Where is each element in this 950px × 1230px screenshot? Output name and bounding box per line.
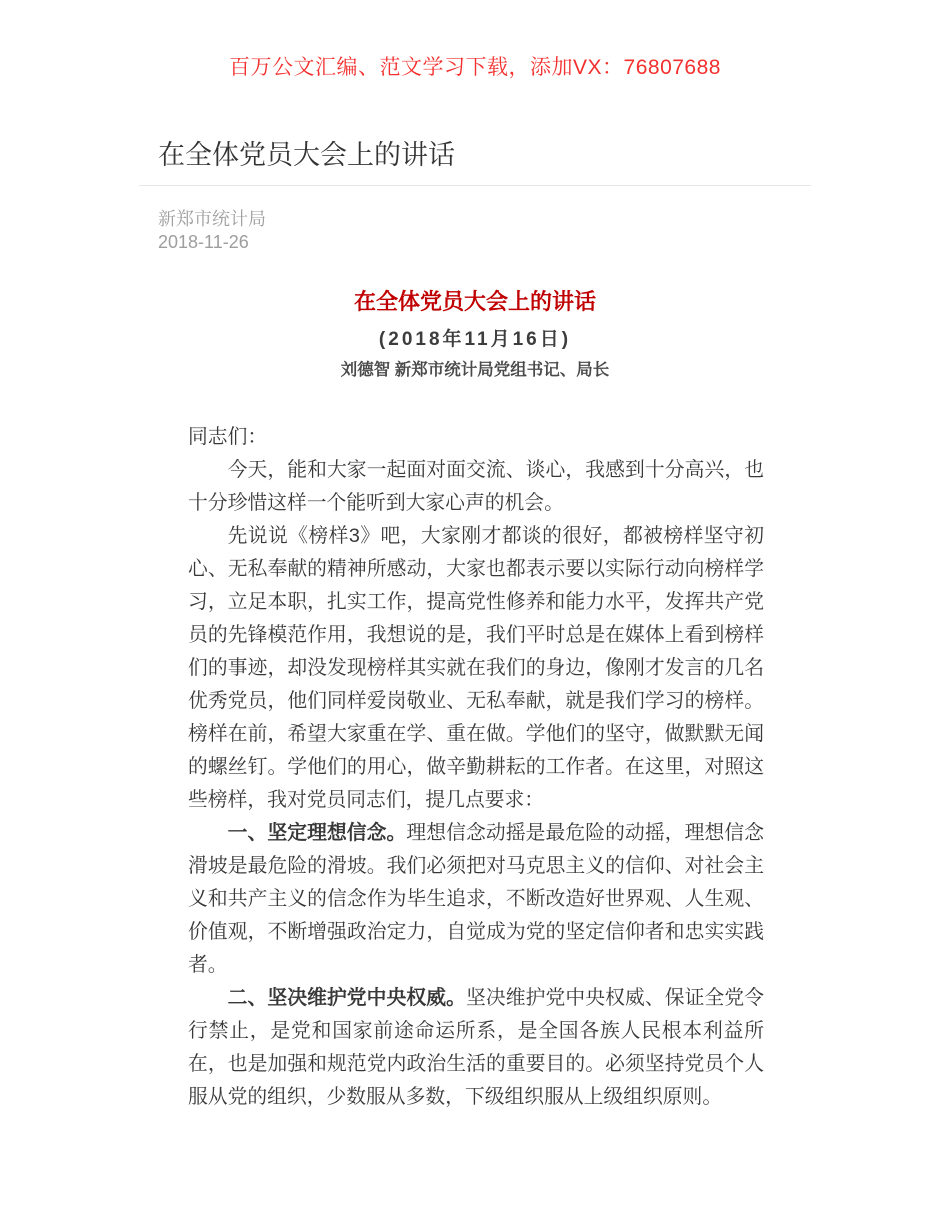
paragraph: 先说说《榜样3》吧，大家刚才都谈的很好，都被榜样坚守初心、无私奉献的精神所感动，大家也都表示要以实际行动向榜样学习，立足本职，扎实工作，提高党性修养和能力水平，发挥共产党员的先锋模范作用，我想说的是，我们平时总是在媒体上看到榜样们的事迹，却没发现榜样其实就在我们的身边，像刚才发言的几名优秀党员，他们同样爱岗敬业、无私奉献，就是我们学习的榜样。榜样在前，希望大家重在学、重在做。学他们的坚守，做默默无闻的螺丝钉。学他们的用心，做辛勤耕耘的工作者。在这里，对照这些榜样，我对党员同志们，提几点要求： [188,525,764,811]
paragraph-bold-lead: 一、坚定理想信念。 [227,822,407,844]
paragraph: 今天，能和大家一起面对面交流、谈心，我感到十分高兴，也十分珍惜这样一个能听到大家心声的机会。 [188,459,764,514]
paragraph-point-1 [188,817,764,982]
page-title: 在全体党员大会上的讲话 [158,140,455,170]
paragraph-text: 坚决维护党中央权威、保证全党令行禁止，是党和国家前途命运所系，是全国各族人民根本利益所在，也是加强和规范党内政治生活的重要目的。必须坚持党员个人服从党的组织，少数服从多数，下级组织服从上级组织原则。 [188,987,764,1108]
paragraph-bold-lead: 二、坚决维护党中央权威。 [227,987,467,1009]
promo-banner: 百万公文汇编、范文学习下载，添加VX：76807688 [229,56,721,79]
document-date-line: (2018年11月16日) [378,329,572,350]
article-container [139,141,811,1114]
document-author-line: 刘德智 新郑市统计局党组书记、局长 [340,361,610,379]
document-title: 在全体党员大会上的讲话 [353,289,596,314]
title-divider [139,185,811,186]
article-source: 新郑市统计局 [158,209,266,229]
document-body [188,421,764,1114]
paragraph-text: 理想信念动摇是最危险的动摇，理想信念滑坡是最危险的滑坡。我们必须把对马克思主义的信仰、对社会主义和共产主义的信念作为毕生追求，不断改造好世界观、人生观、价值观，不断增强政治定力，自觉成为党的坚定信仰者和忠实实践者。 [188,822,764,976]
article-meta [139,208,811,254]
paragraph-salutation: 同志们： [188,426,268,448]
article-date: 2018-11-26 [158,232,249,252]
paragraph-point-2 [188,982,764,1114]
